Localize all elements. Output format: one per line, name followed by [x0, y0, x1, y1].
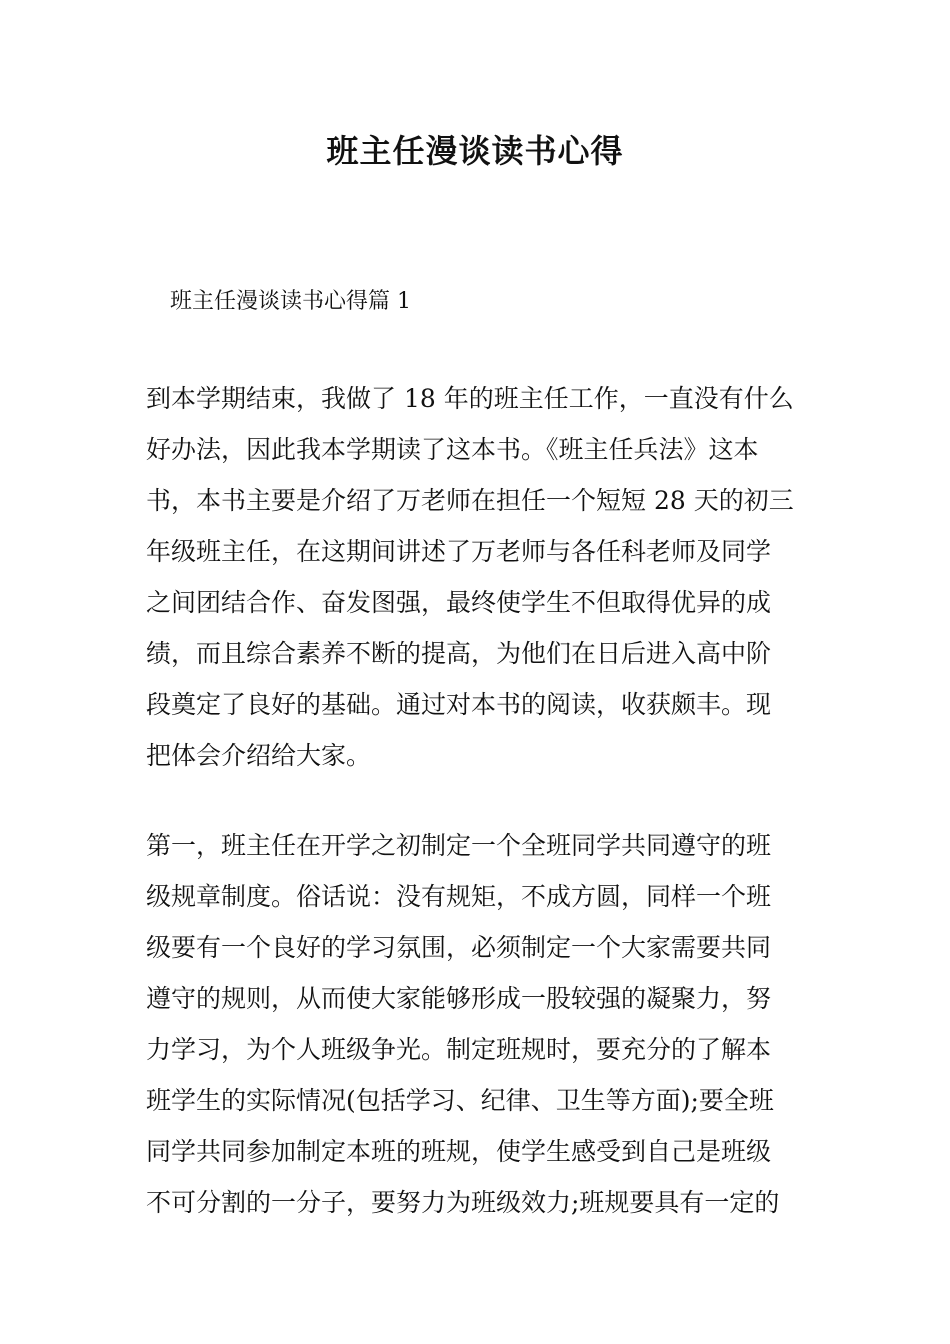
paragraph-line: 级规章制度。俗话说：没有规矩，不成方圆，同样一个班: [146, 882, 772, 911]
paragraph-line: 班学生的实际情况(包括学习、纪律、卫生等方面);要全班: [146, 1086, 774, 1115]
paragraph-1: [146, 373, 808, 781]
paragraph-line: 之间团结合作、奋发图强，最终使学生不但取得优异的成: [146, 588, 772, 617]
paragraph-line: 力学习，为个人班级争光。制定班规时，要充分的了解本: [146, 1035, 772, 1064]
paragraph-line: 同学共同参加制定本班的班规，使学生感受到自己是班级: [146, 1137, 772, 1166]
paragraph-line: 第一，班主任在开学之初制定一个全班同学共同遵守的班: [146, 831, 772, 860]
paragraph-2: [146, 820, 808, 1228]
paragraph-line: 好办法，因此我本学期读了这本书。《班主任兵法》这本: [146, 435, 759, 464]
paragraph-line: 遵守的规则，从而使大家能够形成一股较强的凝聚力，努: [146, 984, 772, 1013]
paragraph-line: 绩，而且综合素养不断的提高，为他们在日后进入高中阶: [146, 639, 772, 668]
paragraph-line: 把体会介绍给大家。: [146, 741, 372, 770]
paragraph-line: 级要有一个良好的学习氛围，必须制定一个大家需要共同: [146, 933, 772, 962]
paragraph-line: 年级班主任，在这期间讲述了万老师与各任科老师及同学: [146, 537, 772, 566]
paragraph-line: 书，本书主要是介绍了万老师在担任一个短短 28 天的初三: [146, 486, 794, 515]
section-heading: 班主任漫谈读书心得篇 1: [170, 289, 411, 314]
document-title: 班主任漫谈读书心得: [326, 132, 624, 170]
paragraph-line: 不可分割的一分子，要努力为班级效力;班规要具有一定的: [146, 1188, 780, 1217]
paragraph-line: 段奠定了良好的基础。通过对本书的阅读，收获颇丰。现: [146, 690, 772, 719]
paragraph-line: 到本学期结束，我做了 18 年的班主任工作，一直没有什么: [146, 384, 794, 413]
